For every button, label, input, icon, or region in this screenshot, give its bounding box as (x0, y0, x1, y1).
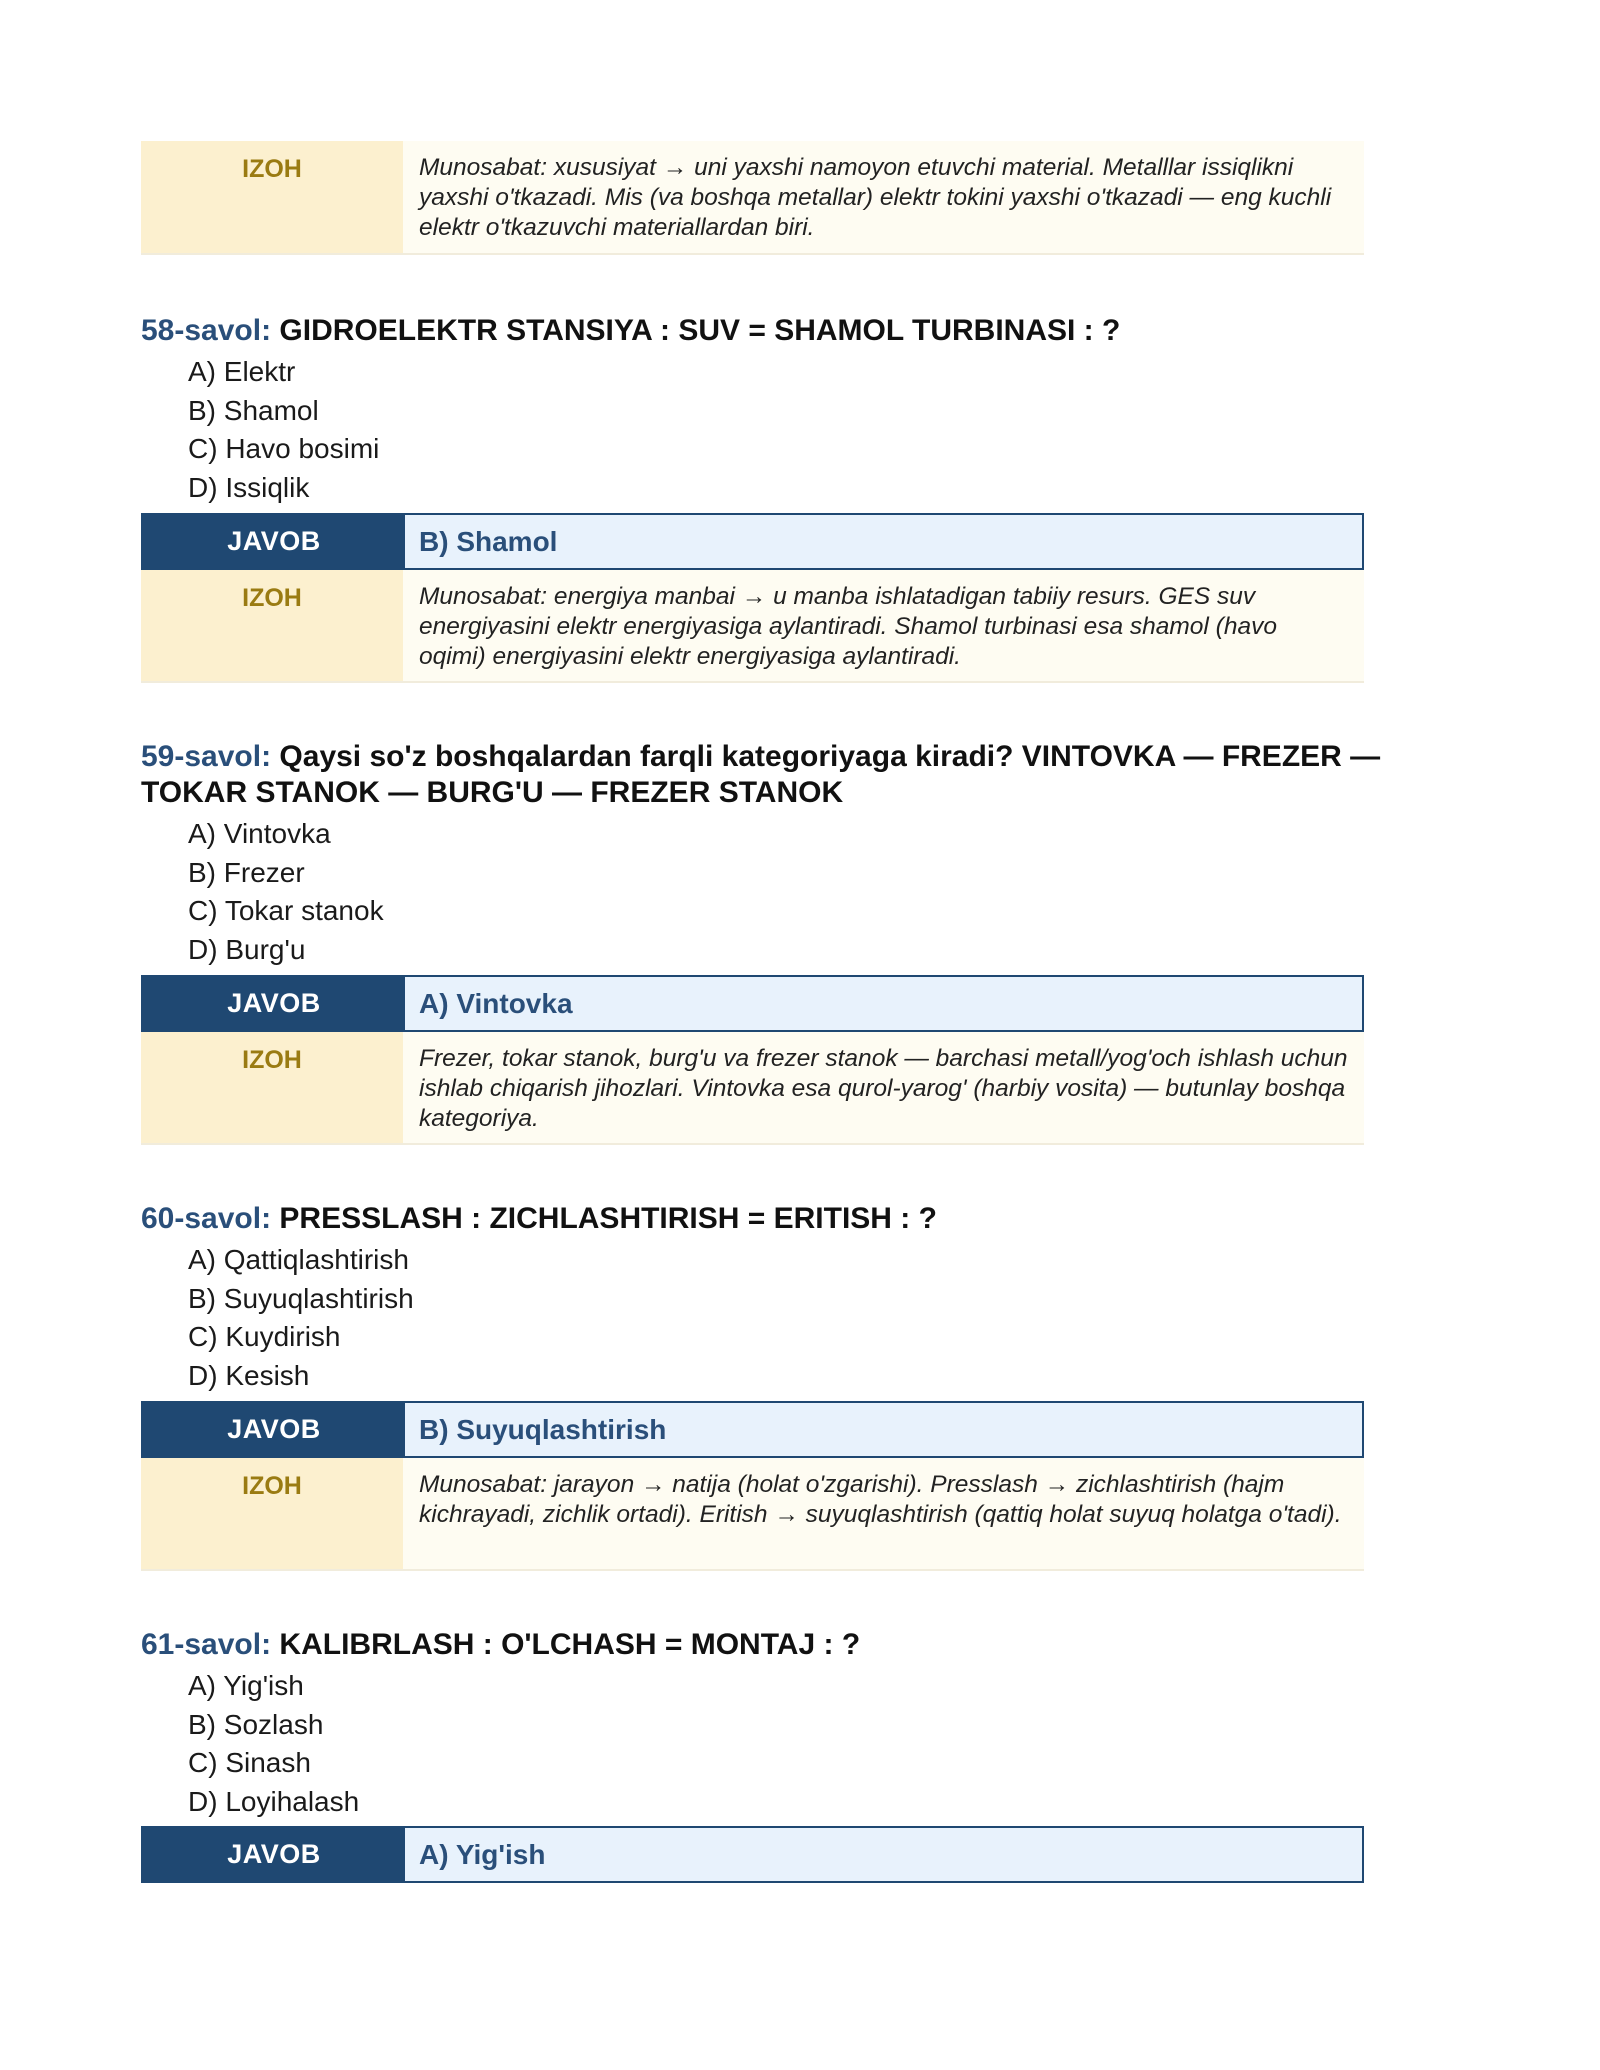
option-b: B) Suyuqlashtirish (188, 1282, 414, 1314)
question-text: GIDROELEKTR STANSIYA : SUV = SHAMOL TURBINASI : ? (279, 314, 1121, 347)
question-number: 61-savol: (141, 1628, 272, 1661)
answer-table-57 (141, 141, 1364, 255)
izoh-text: Munosabat: energiya manbai → u manba ishlatadigan tabiiy resurs. GES suv energiyasini elektr energiyasiga aylantiradi. Shamol turbinasi esa shamol (havo oqimi) energiyasini elektr energiyasiga aylantiradi. (403, 570, 1364, 681)
izoh-row (141, 141, 1364, 255)
question-text: Qaysi so'z boshqalardan farqli kategoriyaga kiradi? VINTOVKA — FREZER — TOKAR STANOK — BURG'U — FREZER STANOK (141, 740, 1381, 809)
question-title (141, 739, 1459, 811)
question-number: 58-savol: (141, 314, 272, 347)
javob-row (141, 975, 1364, 1032)
option-c: C) Kuydirish (188, 1321, 341, 1352)
izoh-label: IZOH (141, 141, 403, 253)
javob-row (141, 1401, 1364, 1458)
options-list (188, 815, 1459, 969)
answer-table-59 (141, 975, 1364, 1145)
option-c: C) Tokar stanok (188, 895, 384, 926)
izoh-row (141, 1458, 1364, 1571)
izoh-label: IZOH (141, 570, 403, 681)
answer-table-60 (141, 1401, 1364, 1571)
question-text: KALIBRLASH : O'LCHASH = MONTAJ : ? (279, 1628, 861, 1661)
question-58 (141, 313, 1459, 507)
question-text: PRESSLASH : ZICHLASHTIRISH = ERITISH : ? (279, 1202, 937, 1235)
options-list (188, 353, 1459, 507)
option-c: C) Havo bosimi (188, 433, 380, 464)
option-a: A) Vintovka (188, 818, 331, 849)
javob-answer: B) Suyuqlashtirish (405, 1403, 1362, 1456)
answer-table-61 (141, 1826, 1364, 1883)
javob-answer: B) Shamol (405, 515, 1362, 568)
javob-label: JAVOB (143, 977, 405, 1030)
izoh-row (141, 1032, 1364, 1145)
javob-label: JAVOB (143, 515, 405, 568)
answer-table-58 (141, 513, 1364, 683)
question-number: 60-savol: (141, 1202, 272, 1235)
izoh-row (141, 570, 1364, 683)
option-a: A) Qattiqlashtirish (188, 1244, 409, 1275)
question-title (141, 313, 1459, 349)
question-number: 59-savol: (141, 740, 272, 773)
option-b: B) Sozlash (188, 1708, 324, 1740)
javob-row (141, 1826, 1364, 1883)
option-c: C) Sinash (188, 1747, 311, 1778)
javob-row (141, 513, 1364, 570)
option-d: D) Loyihalash (188, 1785, 360, 1817)
option-d: D) Burg'u (188, 933, 306, 965)
option-d: D) Kesish (188, 1359, 310, 1391)
option-b: B) Frezer (188, 856, 305, 888)
question-60 (141, 1201, 1459, 1395)
izoh-label: IZOH (141, 1032, 403, 1143)
options-list (188, 1667, 1459, 1821)
option-b: B) Shamol (188, 394, 319, 426)
javob-label: JAVOB (143, 1828, 405, 1881)
option-a: A) Yig'ish (188, 1670, 304, 1701)
question-61 (141, 1627, 1459, 1821)
javob-answer: A) Yig'ish (405, 1828, 1362, 1881)
javob-label: JAVOB (143, 1403, 405, 1456)
izoh-text: Munosabat: xususiyat → uni yaxshi namoyon etuvchi material. Metalllar issiqlikni yaxshi o'tkazadi. Mis (va boshqa metallar) elektr tokini yaxshi o'tkazadi — eng kuchli elektr o'tkazuvchi materiallardan biri. (403, 141, 1364, 253)
izoh-text: Frezer, tokar stanok, burg'u va frezer stanok — barchasi metall/yog'och ishlash uchun ishlab chiqarish jihozlari. Vintovka esa qurol-yarog' (harbiy vosita) — butunlay boshqa kategoriya. (403, 1032, 1364, 1143)
question-59 (141, 739, 1459, 969)
question-title (141, 1201, 1459, 1237)
izoh-label: IZOH (141, 1458, 403, 1569)
izoh-text: Munosabat: jarayon → natija (holat o'zgarishi). Presslash → zichlashtirish (hajm kichrayadi, zichlik ortadi). Eritish → suyuqlashtirish (qattiq holat suyuq holatga o'tadi). (403, 1458, 1364, 1569)
options-list (188, 1241, 1459, 1395)
javob-answer: A) Vintovka (405, 977, 1362, 1030)
option-d: D) Issiqlik (188, 471, 310, 503)
question-title (141, 1627, 1459, 1663)
option-a: A) Elektr (188, 356, 296, 387)
